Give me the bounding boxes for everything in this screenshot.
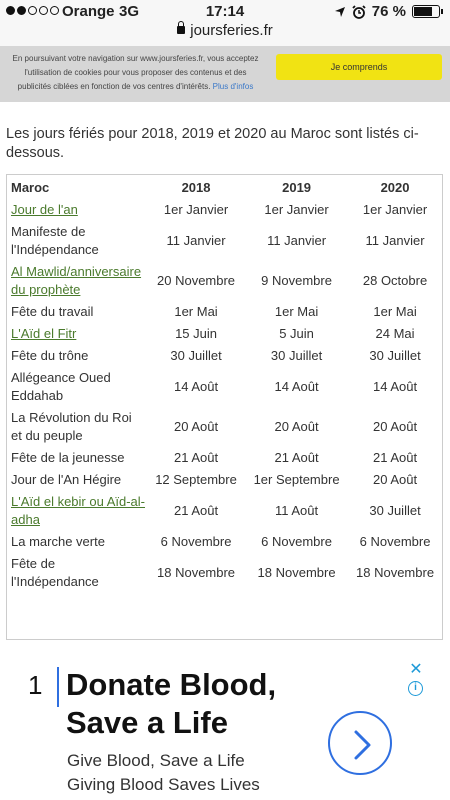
holiday-date-2019: 9 Novembre xyxy=(261,273,332,288)
holiday-date-2018: 14 Août xyxy=(173,379,219,394)
column-header-2019: 2019 xyxy=(282,179,312,195)
table-row xyxy=(7,407,442,447)
holiday-date-2018: 11 Janvier xyxy=(166,233,226,248)
table-row xyxy=(7,199,442,221)
battery-percent: 76 % xyxy=(371,3,406,20)
holiday-link[interactable]: L'Aïd el kebir ou Aïd-al-adha xyxy=(11,494,145,527)
column-header-2020: 2020 xyxy=(380,179,410,195)
cookie-message: En poursuivant votre navigation sur www.joursferies.fr, vous acceptez l'utilisation de cookies pour vous proposer des contenus et des publicités ciblées en fonction de vos centres d'intérêts. xyxy=(12,54,259,91)
holiday-name[interactable] xyxy=(7,199,147,221)
holiday-date-2020: 6 Novembre xyxy=(359,534,431,549)
holiday-date-2019: 1er Septembre xyxy=(253,472,340,487)
ad-line-2: Giving Blood Saves Lives xyxy=(67,775,260,794)
holiday-link[interactable]: Al Mawlid/anniversaire du prophète xyxy=(11,264,142,297)
holiday-date-2019: 30 Juillet xyxy=(270,348,323,363)
alarm-icon xyxy=(352,5,366,19)
holiday-name: Fête du trône xyxy=(11,348,89,363)
holiday-link[interactable]: Jour de l'an xyxy=(11,202,78,217)
table-row xyxy=(7,531,442,553)
table-header-row xyxy=(7,175,442,199)
holiday-date-2019: 20 Août xyxy=(274,419,319,434)
holiday-date-2020: 30 Juillet xyxy=(369,503,421,518)
holiday-date-2019: 1er Janvier xyxy=(264,202,329,217)
table-row xyxy=(7,345,442,367)
holiday-name: Fête de la jeunesse xyxy=(11,450,125,465)
battery-icon xyxy=(412,5,440,18)
holiday-name[interactable] xyxy=(7,261,147,301)
column-header-country: Maroc xyxy=(11,179,50,195)
cookie-more-info-link[interactable]: Plus d'infos xyxy=(212,82,254,91)
ad-subtitle xyxy=(67,749,260,797)
holiday-date-2019: 14 Août xyxy=(274,379,319,394)
table-row xyxy=(7,469,442,491)
ad-open-button[interactable] xyxy=(328,711,392,775)
holiday-name: La Révolution du Roi et du peuple xyxy=(11,410,132,443)
holiday-date-2019: 18 Novembre xyxy=(257,565,336,580)
holidays-table xyxy=(7,175,442,593)
holiday-date-2018: 30 Juillet xyxy=(170,348,222,363)
holiday-date-2020: 1er Mai xyxy=(373,304,417,319)
holiday-date-2018: 12 Septembre xyxy=(155,472,237,487)
lock-icon xyxy=(177,26,185,34)
intro-text: Les jours fériés pour 2018, 2019 et 2020 au Maroc sont listés ci-dessous. xyxy=(6,126,419,161)
holiday-name: Jour de l'An Hégire xyxy=(11,472,122,487)
close-icon[interactable]: ✕ xyxy=(409,661,423,678)
chevron-right-icon xyxy=(350,729,374,761)
url-bar[interactable] xyxy=(0,22,450,44)
browser-chrome xyxy=(0,0,450,46)
ad-accent-bar xyxy=(57,667,59,707)
holiday-date-2018: 1er Mai xyxy=(174,304,218,319)
holiday-date-2020: 14 Août xyxy=(372,379,418,394)
carrier-name: Orange xyxy=(62,3,115,20)
holiday-date-2019: 11 Août xyxy=(275,503,319,518)
table-row xyxy=(7,261,442,301)
holiday-date-2020: 30 Juillet xyxy=(369,348,421,363)
network-type: 3G xyxy=(119,3,140,20)
holiday-date-2020: 18 Novembre xyxy=(356,565,435,580)
table-row xyxy=(7,553,442,593)
holiday-link[interactable]: L'Aïd el Fitr xyxy=(11,326,77,341)
holiday-date-2020: 20 Août xyxy=(372,472,418,487)
holiday-date-2020: 24 Mai xyxy=(375,326,415,341)
url-domain: joursferies.fr xyxy=(190,22,273,39)
holiday-date-2018: 18 Novembre xyxy=(157,565,236,580)
holiday-name: La marche verte xyxy=(11,534,105,549)
ad-line-1: Give Blood, Save a Life xyxy=(67,751,245,770)
holidays-table-container xyxy=(6,174,443,640)
table-row xyxy=(7,323,442,345)
location-arrow-icon xyxy=(334,6,346,18)
holiday-date-2018: 20 Novembre xyxy=(157,273,236,288)
status-right xyxy=(334,3,440,20)
holiday-date-2018: 21 Août xyxy=(173,503,219,518)
clock: 17:14 xyxy=(205,3,245,20)
ad-banner[interactable] xyxy=(0,655,450,800)
holiday-date-2020: 20 Août xyxy=(372,419,418,434)
holiday-date-2020: 1er Janvier xyxy=(362,202,428,217)
table-body xyxy=(7,199,442,593)
table-row xyxy=(7,491,442,531)
holiday-name: Fête du travail xyxy=(11,304,94,319)
holiday-date-2020: 21 Août xyxy=(372,450,418,465)
holiday-date-2020: 11 Janvier xyxy=(365,233,425,248)
holiday-date-2019: 21 Août xyxy=(274,450,319,465)
holiday-date-2019: 1er Mai xyxy=(274,304,319,319)
holiday-date-2019: 6 Novembre xyxy=(261,534,332,549)
holiday-date-2018: 1er Janvier xyxy=(163,202,229,217)
ad-number: 1 xyxy=(28,670,43,700)
holiday-name[interactable] xyxy=(7,491,147,531)
holiday-date-2019: 11 Janvier xyxy=(267,233,327,248)
column-header-2018: 2018 xyxy=(181,179,211,195)
accept-cookies-button[interactable]: Je comprends xyxy=(276,54,442,80)
holiday-name: Manifeste de l'Indépendance xyxy=(11,224,99,257)
holiday-date-2018: 15 Juin xyxy=(175,326,217,341)
table-row xyxy=(7,301,442,323)
status-bar xyxy=(0,0,450,24)
cookie-text xyxy=(8,52,263,94)
table-row xyxy=(7,221,442,261)
table-row xyxy=(7,447,442,469)
holiday-date-2019: 5 Juin xyxy=(279,326,314,341)
holiday-date-2018: 6 Novembre xyxy=(160,534,232,549)
holiday-name[interactable] xyxy=(7,323,147,345)
table-row xyxy=(7,367,442,407)
ad-title[interactable]: Donate Blood, Save a Life xyxy=(66,667,277,740)
holiday-date-2018: 21 Août xyxy=(173,450,219,465)
info-icon[interactable]: i xyxy=(408,681,423,696)
holiday-date-2020: 28 Octobre xyxy=(362,273,428,288)
cookie-banner xyxy=(0,46,450,102)
holiday-date-2018: 20 Août xyxy=(173,419,219,434)
holiday-name: Fête de l'Indépendance xyxy=(11,556,99,589)
holiday-name: Allégeance Oued Eddahab xyxy=(11,370,111,403)
